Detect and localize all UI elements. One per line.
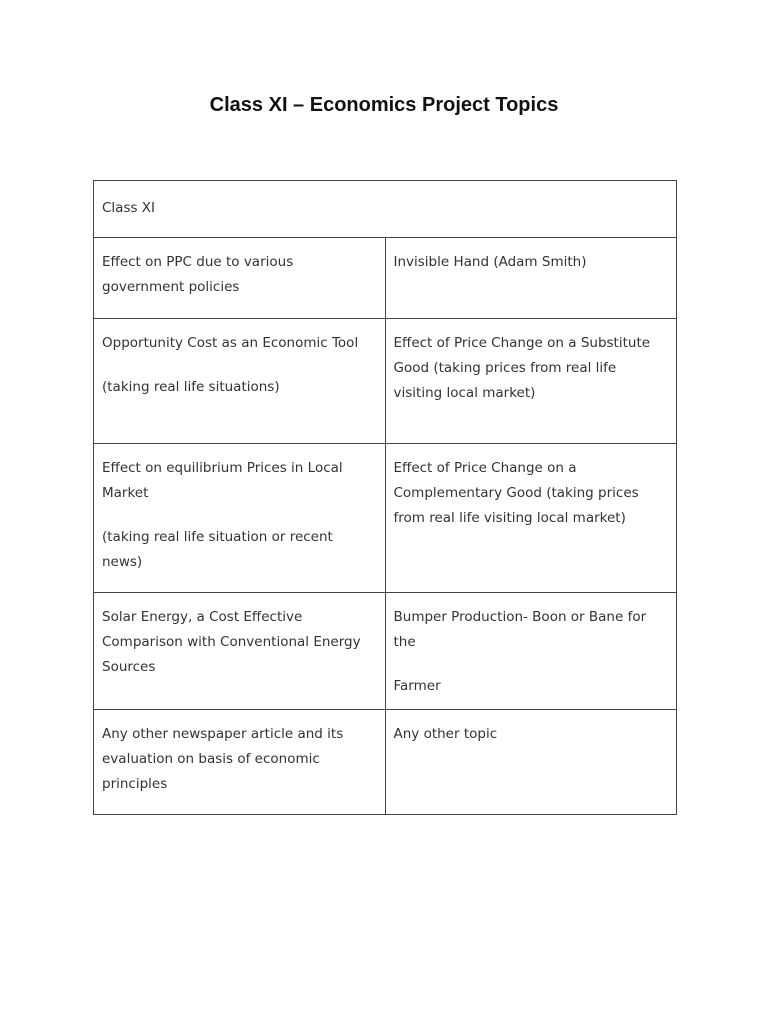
topic-cell xyxy=(94,238,386,319)
topic-cell xyxy=(94,710,386,815)
topic-cell xyxy=(385,319,677,444)
topic-cell xyxy=(94,444,386,593)
page-title: Class XI – Economics Project Topics xyxy=(209,94,559,116)
topic-note: (taking real life situations) xyxy=(102,379,280,395)
topic-text: Solar Energy, a Cost Effective Comparison with Conventional Energy Sources xyxy=(102,609,361,675)
topic-text: Opportunity Cost as an Economic Tool xyxy=(102,335,359,351)
topic-cell xyxy=(385,593,677,710)
table-row xyxy=(94,238,677,319)
topic-cell xyxy=(94,593,386,710)
table-row xyxy=(94,444,677,593)
topic-text: Effect on PPC due to various government policies xyxy=(102,254,294,295)
topic-note: (taking real life situation or recent news) xyxy=(102,529,333,570)
topic-cell xyxy=(94,319,386,444)
topic-text-continued: Farmer xyxy=(393,678,441,694)
topic-text: Effect of Price Change on a Substitute Good (taking prices from real life visiting local market) xyxy=(393,335,651,401)
project-topics-table xyxy=(93,180,677,815)
table-header-row xyxy=(94,181,677,238)
topic-text: Any other newspaper article and its evaluation on basis of economic principles xyxy=(102,726,344,792)
table-row xyxy=(94,593,677,710)
topic-text: Invisible Hand (Adam Smith) xyxy=(393,254,587,270)
table-row xyxy=(94,710,677,815)
table-header-cell: Class XI xyxy=(94,181,677,238)
topic-cell xyxy=(385,710,677,815)
topic-text: Effect on equilibrium Prices in Local Market xyxy=(102,460,343,501)
table-row xyxy=(94,319,677,444)
topic-text: Any other topic xyxy=(393,726,498,742)
topic-cell xyxy=(385,238,677,319)
topic-text: Bumper Production- Boon or Bane for the xyxy=(393,609,647,650)
topic-text: Effect of Price Change on a Complementary Good (taking prices from real life visiting local market) xyxy=(393,460,639,526)
topic-cell xyxy=(385,444,677,593)
